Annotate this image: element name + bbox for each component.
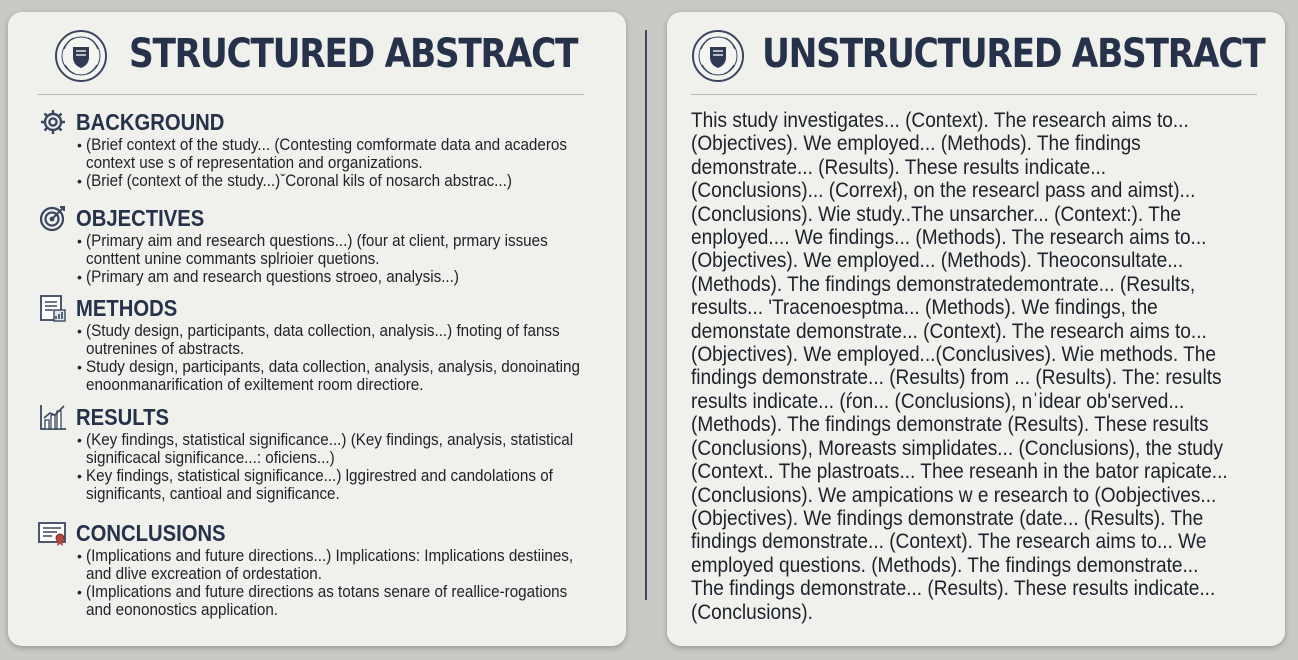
section-title: BACKGROUND bbox=[76, 108, 225, 135]
abstract-text-line: This study investigates... (Context). The research aims to... bbox=[691, 109, 1189, 132]
abstract-text-line: demonstate demonstrate... (Context). The research aims to... bbox=[691, 319, 1207, 343]
abstract-text-line: (Methods). The findings demonstrate (Results). These results bbox=[691, 413, 1209, 437]
section-title: METHODS bbox=[76, 294, 178, 321]
unstructured-abstract-title: UNSTRUCTURED ABSTRACT bbox=[762, 31, 1265, 77]
section-conclusions bbox=[36, 519, 611, 619]
bullet-item: • (Brief context of the study... (Contesting comformate data and acaderos context use s of representation and organizations. bbox=[77, 136, 567, 172]
section-title: OBJECTIVES bbox=[76, 204, 205, 231]
abstract-text-line: (Objectives). We findings demonstrate (date... (Results). The bbox=[691, 506, 1204, 530]
title-divider bbox=[691, 94, 1257, 95]
title-divider bbox=[38, 94, 584, 95]
abstract-text-line: results... 'Tracenoesptma... (Methods). We findings, the bbox=[691, 296, 1158, 320]
abstract-text-line: findings demonstrate... (Context). The research aims to... We bbox=[691, 530, 1207, 554]
abstract-text-line: (Conclusions). bbox=[691, 600, 813, 624]
section-results bbox=[36, 403, 611, 503]
section-methods bbox=[36, 294, 611, 394]
abstract-text-line: (Conclusions), Moreasts simplidates... (Conclusions), the study bbox=[691, 436, 1224, 460]
abstract-text-line: employed questions. (Methods). The findings demonstrate... bbox=[691, 553, 1199, 577]
abstract-text-line: (Conclusions). Wie study..The unsarcher... (Context:). The bbox=[691, 202, 1181, 226]
bullet-item: • (Implications and future directions...) Implications: Implications destiines, and dlive excreation of ordestation. bbox=[77, 547, 574, 583]
abstract-text-line: results indicate... (ŕon... (Conclusions), nˈidear ob'served... bbox=[691, 389, 1185, 413]
bullet-item: • (Primary am and research questions stroeo, analysis...) bbox=[77, 268, 459, 286]
bullet-item: • (Brief (context of the study...)ˇCoronal kils of nosarch abstrac...) bbox=[77, 172, 512, 190]
structured-abstract-title: STRUCTURED ABSTRACT bbox=[129, 31, 578, 77]
bullet-item: • Key findings, statistical significance...) lggirestred and candolations of significants, cantioal and significance. bbox=[77, 467, 553, 503]
section-background bbox=[36, 108, 611, 190]
unstructured-abstract-panel bbox=[667, 12, 1285, 646]
abstract-text-line: demonstrate... (Results). These results indicate... bbox=[691, 155, 1107, 179]
university-seal-icon bbox=[54, 29, 108, 83]
university-seal-icon bbox=[691, 29, 745, 83]
methods-document-icon bbox=[36, 294, 70, 322]
section-title: RESULTS bbox=[76, 403, 169, 430]
abstract-text-line: The findings demonstrate... (Results). These results indicate... bbox=[691, 577, 1216, 601]
gear-icon bbox=[36, 108, 70, 136]
abstract-text-line: (Context.. The plastroats... Thee reseanh in the bator rapicate... bbox=[691, 460, 1228, 484]
section-objectives bbox=[36, 204, 611, 286]
abstract-text-line: (Objectives). We employed... (Methods). Theoconsultate... bbox=[691, 249, 1184, 273]
certificate-icon bbox=[36, 519, 70, 547]
unstructured-abstract-body bbox=[691, 109, 1291, 624]
bullet-item: • (Primary aim and research questions...) (four at client, prmary issues conttent unine commants splrioier quetions. bbox=[77, 232, 548, 268]
bar-chart-icon bbox=[36, 403, 70, 431]
abstract-text-line: (Objectives). We employed...(Conclusives). Wie methods. The bbox=[691, 343, 1216, 367]
abstract-text-line: (Methods). The findings demonstratedemontrate... (Results, bbox=[691, 272, 1196, 296]
abstract-text-line: (Conclusions)... (Correxł), on the researcl pass and aimst)... bbox=[691, 179, 1196, 203]
abstract-text-line: findings demonstrate... (Results) from ... (Results). The: results bbox=[691, 366, 1222, 390]
structured-abstract-panel bbox=[8, 12, 626, 646]
abstract-text-line: enployed.... We findings... (Methods). The research aims to... bbox=[691, 226, 1207, 250]
abstract-text-line: (Conclusions). We ampications w e research to (Oobjectives... bbox=[691, 483, 1217, 507]
target-icon bbox=[36, 204, 70, 232]
abstract-text-line: (Objectives). We employed... (Methods). The findings bbox=[691, 132, 1141, 156]
panel-divider bbox=[645, 30, 647, 600]
bullet-item: • (Key findings, statistical significance...) (Key findings, analysis, statistical significacal significance...: oficiens...) bbox=[77, 431, 574, 467]
bullet-item: • (Implications and future directions as totans senare of reallice-rogations and eononostics application. bbox=[77, 583, 568, 619]
bullet-item: • Study design, participants, data collection, analysis, analysis, donoinating enoonmanarification of exiltement room directiore. bbox=[77, 358, 580, 394]
bullet-item: • (Study design, participants, data collection, analysis...) fnoting of fanss outrenines of abstracts. bbox=[77, 322, 560, 358]
section-title: CONCLUSIONS bbox=[76, 519, 226, 546]
